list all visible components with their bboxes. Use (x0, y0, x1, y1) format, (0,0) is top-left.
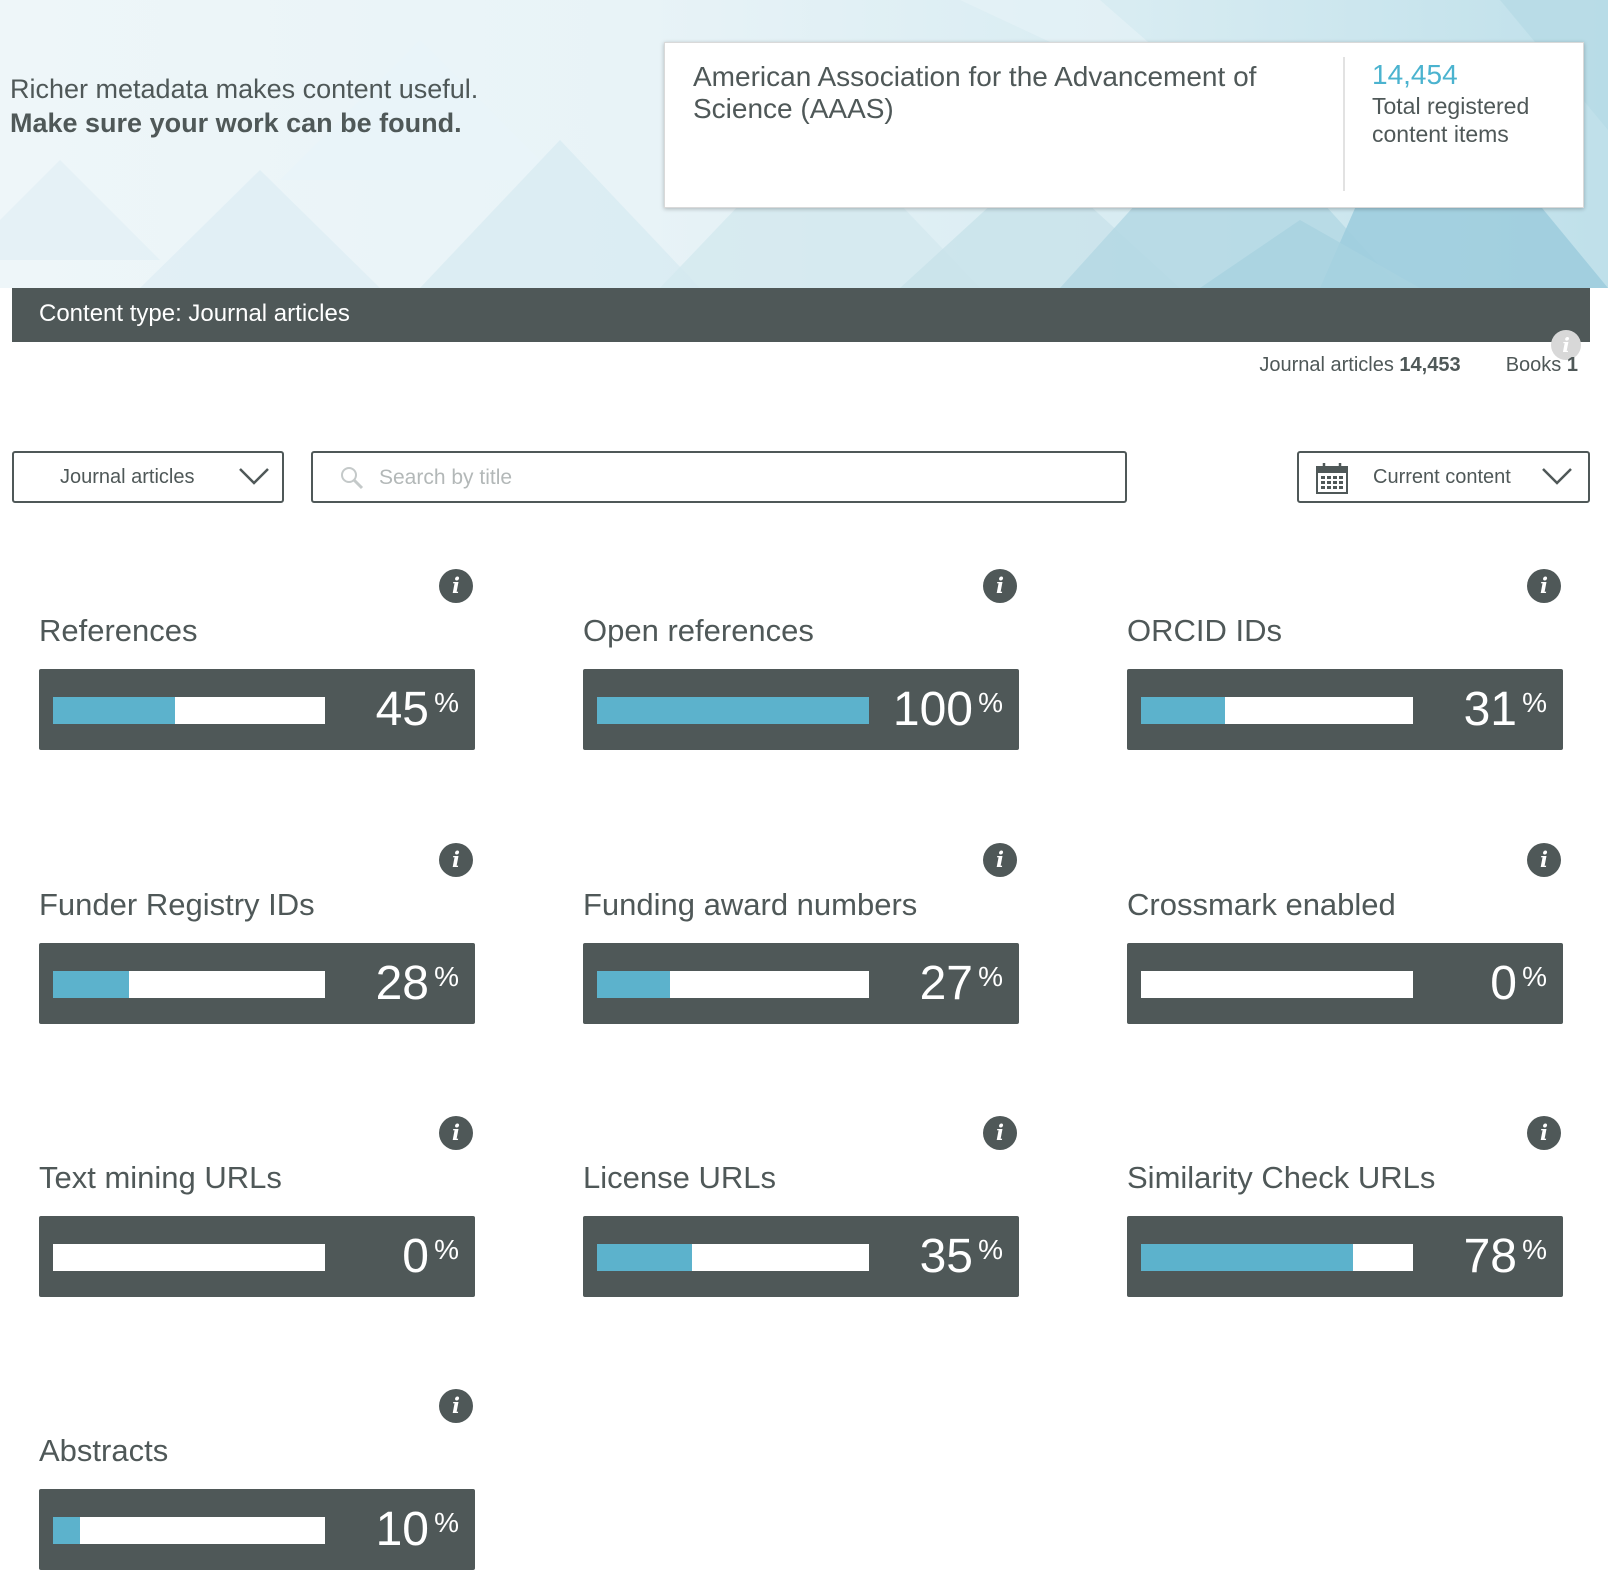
progress-track (53, 697, 325, 724)
metric-value: 100 (892, 683, 973, 736)
progress-fill (597, 1244, 692, 1271)
metric-value: 27 (919, 957, 973, 1010)
progress-track (1141, 971, 1413, 998)
metric-progress-box (1127, 669, 1563, 750)
percent-sign: % (434, 1234, 459, 1265)
info-icon[interactable]: i (1551, 330, 1581, 360)
metric-abstracts (39, 1389, 475, 1579)
metric-value: 45 (375, 683, 429, 736)
progress-fill (597, 697, 869, 724)
percent-sign: % (1522, 687, 1547, 718)
progress-fill (53, 1517, 80, 1544)
metric-progress-box (39, 1489, 475, 1570)
period-dropdown-label: Current content (1373, 466, 1511, 488)
info-icon[interactable]: i (439, 1389, 473, 1423)
content-type-counts (1259, 354, 1578, 377)
progress-track (597, 1244, 869, 1271)
member-name: American Association for the Advancement of Science (AAAS) (693, 61, 1257, 124)
metric-similarity-check-urls (1127, 1116, 1563, 1306)
type-count-label: Journal articles (1259, 354, 1394, 376)
metric-value: 31 (1463, 683, 1517, 736)
progress-fill (1141, 697, 1225, 724)
progress-track (597, 697, 869, 724)
metric-progress-box (583, 669, 1019, 750)
type-count-journal-articles[interactable] (1259, 354, 1466, 376)
info-icon[interactable]: i (983, 569, 1017, 603)
metric-progress-box (39, 943, 475, 1024)
metric-progress-box (1127, 943, 1563, 1024)
metric-license-urls (583, 1116, 1019, 1306)
metric-title: Funding award numbers (583, 887, 918, 922)
percent-sign: % (434, 1507, 459, 1538)
metric-title: Text mining URLs (39, 1160, 282, 1195)
metric-title: Crossmark enabled (1127, 887, 1396, 922)
progress-track (53, 1244, 325, 1271)
info-icon[interactable]: i (439, 1116, 473, 1150)
progress-track (53, 1517, 325, 1544)
metric-references (39, 569, 475, 759)
percent-sign: % (978, 1234, 1003, 1265)
info-icon[interactable]: i (983, 1116, 1017, 1150)
metric-title: Funder Registry IDs (39, 887, 315, 922)
percent-sign: % (978, 961, 1003, 992)
progress-fill (53, 697, 175, 724)
metric-title: References (39, 613, 198, 648)
metric-text-mining-urls (39, 1116, 475, 1306)
metric-progress-box (583, 943, 1019, 1024)
member-card-divider (1343, 57, 1345, 191)
search-icon (339, 465, 365, 491)
metric-value: 78 (1463, 1230, 1517, 1283)
metric-title: Similarity Check URLs (1127, 1160, 1436, 1195)
type-count-value: 1 (1566, 354, 1578, 376)
content-type-bar (12, 288, 1590, 342)
metric-title: ORCID IDs (1127, 613, 1282, 648)
metric-title: License URLs (583, 1160, 776, 1195)
metric-value: 0 (1490, 957, 1517, 1010)
info-icon[interactable]: i (1527, 1116, 1561, 1150)
progress-track (1141, 1244, 1413, 1271)
total-registered-label: Total registered content items (1372, 93, 1530, 147)
metric-value: 0 (402, 1230, 429, 1283)
metric-value: 28 (375, 957, 429, 1010)
progress-track (53, 971, 325, 998)
progress-track (1141, 697, 1413, 724)
metric-funding-award-numbers (583, 843, 1019, 1033)
metric-progress-box (39, 1216, 475, 1297)
metric-open-references (583, 569, 1019, 759)
content-type-title: Content type: Journal articles (39, 300, 350, 327)
percent-sign: % (1522, 961, 1547, 992)
progress-fill (53, 971, 129, 998)
metric-value: 10 (375, 1503, 429, 1556)
percent-sign: % (434, 961, 459, 992)
info-icon[interactable]: i (983, 843, 1017, 877)
metric-title: Abstracts (39, 1433, 169, 1468)
info-icon[interactable]: i (439, 843, 473, 877)
metric-orcid-ids (1127, 569, 1563, 759)
calendar-icon (1315, 461, 1349, 495)
metric-progress-box (1127, 1216, 1563, 1297)
info-icon[interactable]: i (1527, 843, 1561, 877)
metric-title: Open references (583, 613, 814, 648)
info-icon[interactable]: i (1527, 569, 1561, 603)
type-count-value: 14,453 (1399, 354, 1461, 376)
search-input[interactable] (377, 459, 1101, 497)
progress-fill (1141, 1244, 1353, 1271)
chevron-down-icon (238, 467, 270, 487)
type-count-label: Books (1505, 354, 1562, 376)
progress-track (597, 971, 869, 998)
metric-funder-registry-ids (39, 843, 475, 1033)
percent-sign: % (434, 687, 459, 718)
metric-progress-box (583, 1216, 1019, 1297)
metric-progress-box (39, 669, 475, 750)
hero-tagline-emphasis: Make sure your work can be found. (10, 108, 462, 138)
type-count-books[interactable] (1500, 354, 1578, 376)
percent-sign: % (1522, 1234, 1547, 1265)
hero-tagline-primary: Richer metadata makes content useful. (10, 74, 479, 104)
content-type-dropdown[interactable] (12, 451, 284, 503)
metric-value: 35 (919, 1230, 973, 1283)
metric-crossmark-enabled (1127, 843, 1563, 1033)
info-icon[interactable]: i (439, 569, 473, 603)
total-registered-count: 14,454 (1372, 59, 1458, 90)
hero-banner (0, 0, 1608, 288)
member-summary-card (664, 42, 1584, 208)
period-dropdown[interactable] (1297, 451, 1590, 503)
percent-sign: % (978, 687, 1003, 718)
progress-fill (597, 971, 670, 998)
search-field[interactable] (311, 451, 1127, 503)
hero-tagline (10, 72, 530, 140)
content-type-dropdown-label: Journal articles (60, 466, 195, 488)
chevron-down-icon (1541, 467, 1573, 487)
